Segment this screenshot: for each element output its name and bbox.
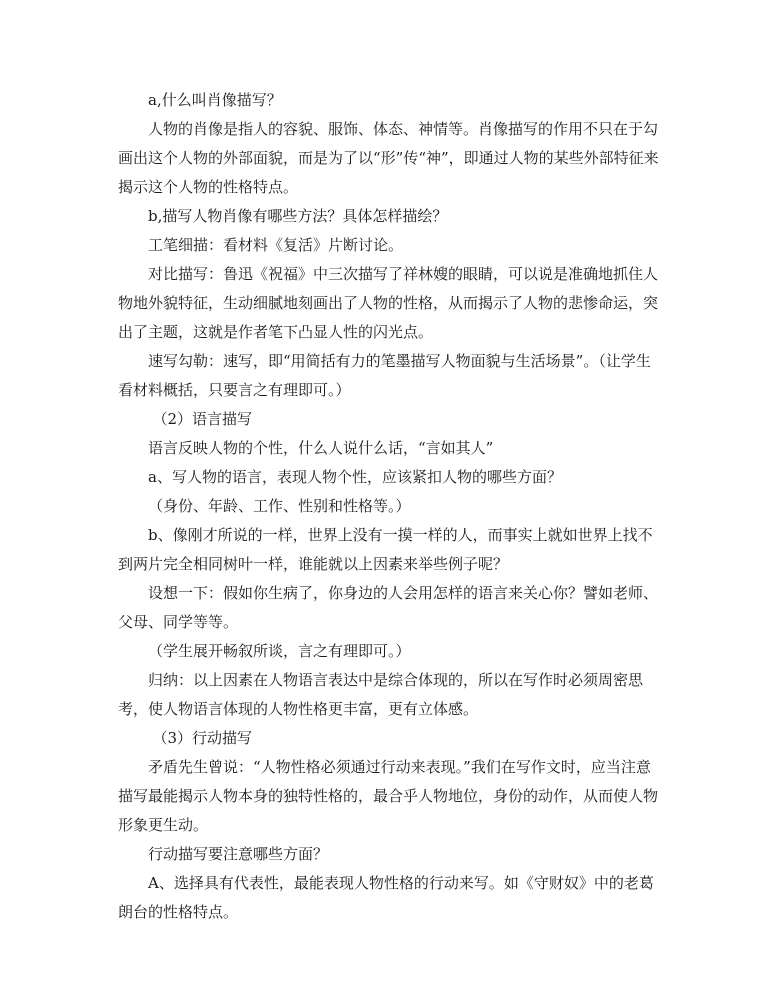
paragraph-language-a-answer: （身份、年龄、工作、性别和性格等。） (148, 497, 411, 515)
heading-action-description: （3）行动描写 (152, 729, 253, 747)
paragraph-language-b: b、像刚才所说的一样，世界上没有一摸一样的人，而事实上就如世界上找不到两片完全相同树叶一样，谁能就以上因素来举些例子呢？ (118, 526, 653, 573)
paragraph-maodun-quote: 矛盾先生曾说：“人物性格必须通过行动来表现。”我们在写作文时，应当注意描写最能揭示人物本身的独特性格的，最合乎人物地位，身份的动作，从而使人物形象更生动。 (118, 758, 659, 834)
paragraph-summary: 归纳：以上因素在人物语言表达中是综合体现的，所以在写作时必须周密思考，使人物语言体现的人物性格更丰富，更有立体感。 (118, 671, 644, 718)
paragraph-action-a: A、选择具有代表性，最能表现人物性格的行动来写。如《守财奴》中的老葛朗台的性格特点。 (118, 874, 654, 921)
paragraph-contrast-depiction: 对比描写：鲁迅《祝福》中三次描写了祥林嫂的眼睛，可以说是准确地抓住人物地外貌特征，生动细腻地刻画出了人物的性格，从而揭示了人物的悲惨命运，突出了主题，这就是作者笔下凸显人性的闪光点。 (118, 265, 659, 341)
paragraph-action-question: 行动描写要注意哪些方面？ (148, 845, 329, 863)
document-body (118, 86, 663, 927)
paragraph-portrait-definition: 人物的肖像是指人的容貌、服饰、体态、神情等。肖像描写的作用不只在于勾画出这个人物的外部面貌，而是为了以“形”传“神”，即通过人物的某些外部特征来揭示这个人物的性格特点。 (118, 120, 659, 196)
paragraph-fine-depiction: 工笔细描：看材料《复活》片断讨论。 (148, 236, 404, 254)
heading-language-description: （2）语言描写 (152, 410, 253, 428)
paragraph-language-intro: 语言反映人物的个性，什么人说什么话，“言如其人” (148, 439, 494, 457)
paragraph-sketch-depiction: 速写勾勒：速写，即“用简括有力的笔墨描写人物面貌与生活场景”。（让学生看材料概括，只要言之有理即可。） (118, 352, 651, 399)
paragraph-imagine: 设想一下：假如你生病了，你身边的人会用怎样的语言来关心你？譬如老师、父母、同学等等。 (118, 584, 659, 631)
paragraph-student-discussion: （学生展开畅叙所谈，言之有理即可。） (148, 642, 411, 660)
question-a: a,什么叫肖像描写？ (148, 91, 282, 109)
question-b: b,描写人物肖像有哪些方法？具体怎样描绘？ (148, 207, 448, 225)
paragraph-language-a: a、写人物的语言，表现人物个性，应该紧扣人物的哪些方面？ (148, 468, 562, 486)
